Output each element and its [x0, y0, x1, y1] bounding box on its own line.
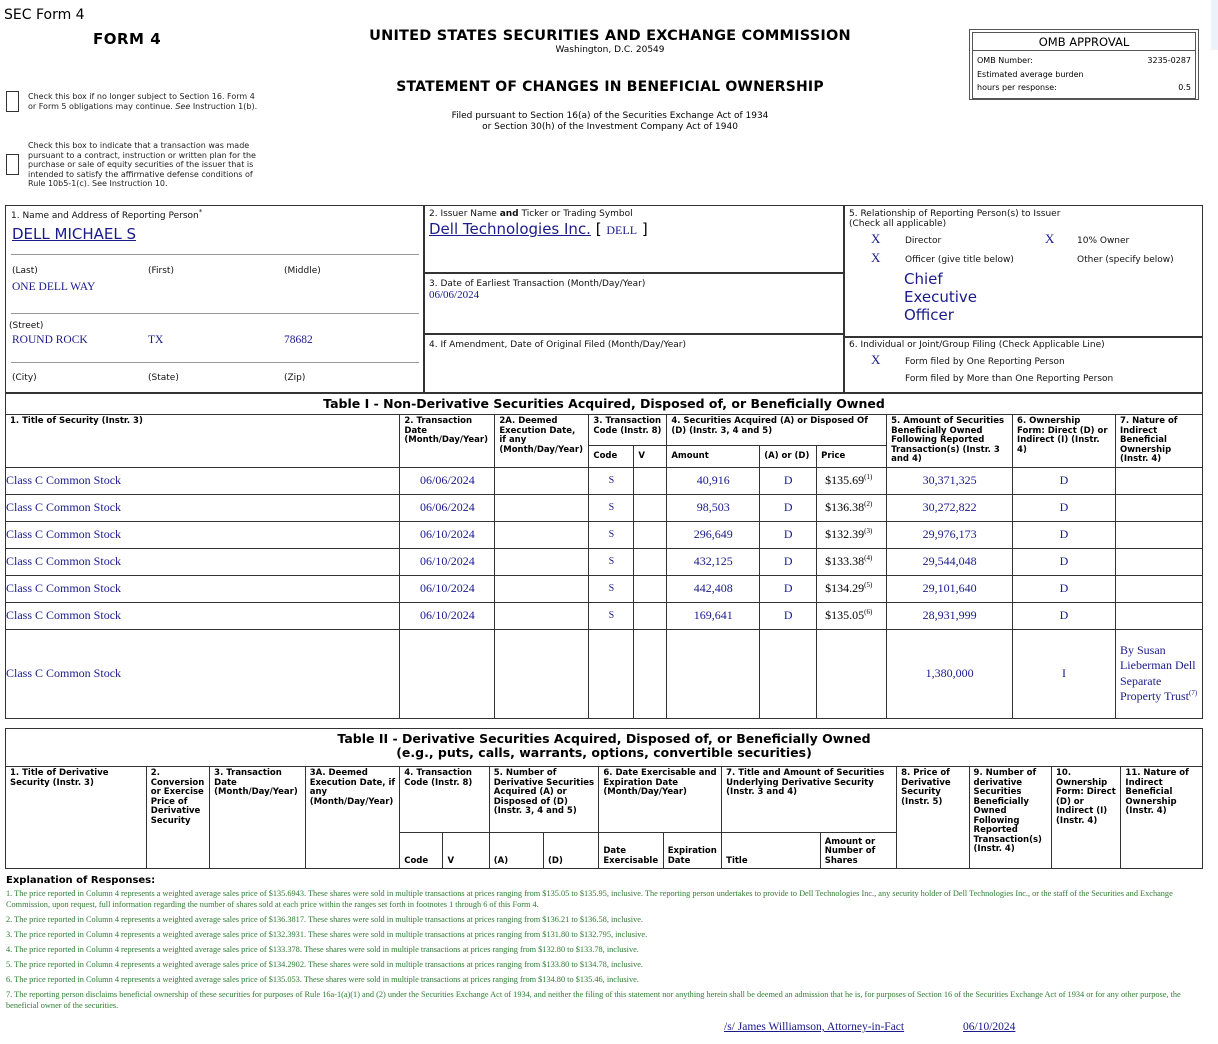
nature-indirect-ownership: By Susan Lieberman Dell Separate Property Trust$^{(7)}$: [1115, 629, 1202, 718]
col-ownership-form: 10. Ownership Form: Direct (D) or Indirect (I) (Instr. 4): [1052, 767, 1121, 869]
col-nature: 7. Nature of Indirect Beneficial Ownership (Instr. 4): [1115, 415, 1202, 468]
omb-number-value: 3235-0287: [1147, 56, 1191, 65]
no-longer-subject-checkbox[interactable]: [6, 91, 19, 112]
statement-title: STATEMENT OF CHANGES IN BENEFICIAL OWNERSHIP: [396, 79, 824, 95]
first-label: (First): [148, 266, 174, 276]
col-title: 1. Title of Security (Instr. 3): [6, 415, 400, 468]
col-transaction-date: 2. Transaction Date (Month/Day/Year): [400, 415, 495, 468]
signature-link[interactable]: /s/ James Williamson, Attorney-in-Fact: [724, 1021, 905, 1033]
omb-burden-label: Estimated average burden: [977, 69, 1084, 79]
omb-approval-box: [969, 29, 1199, 100]
sec-header: [355, 28, 865, 132]
document-title: SEC Form 4: [4, 7, 85, 23]
ten-pct-owner-label: 10% Owner: [1077, 236, 1130, 246]
issuer-name-link[interactable]: Dell Technologies Inc.: [429, 220, 591, 238]
col-d: (D): [544, 833, 599, 869]
state-value: TX: [148, 334, 164, 346]
omb-hours-label: hours per response:: [977, 83, 1057, 92]
omb-number-label: OMB Number:: [977, 56, 1033, 65]
table-row: Class C Common Stock 06/10/2024 S 432,125 D $133.38$^{(4)}$ 29,544,048 D: [6, 548, 1203, 575]
one-person-check[interactable]: X: [871, 352, 881, 367]
col-derivative-owned: 9. Number of derivative Securities Beneficially Owned Following Reported Transaction(s) (Instr. 4): [969, 767, 1051, 869]
col-derivative-title: 1. Title of Derivative Security (Instr. 3): [6, 767, 147, 869]
issuer-box: 2. Issuer Name and Ticker or Trading Symbol Dell Technologies Inc. [ DELL ]: [423, 205, 845, 274]
footnote-4: 4. The price reported in Column 4 represents a weighted average sales price of $133.378. These shares were sold in multiple transactions at prices ranging from $132.80 to $133.78, inclusive.: [6, 945, 639, 954]
footnote-6: 6. The price reported in Column 4 represents a weighted average sales price of $135.053. These shares were sold in multiple transactions at prices ranging from $134.80 to $135.46, inclusive.: [6, 975, 639, 984]
col-amount-owned: 5. Amount of Securities Beneficially Owned Following Reported Transaction(s) (Instr. 3 and 4): [887, 415, 1013, 468]
earliest-transaction-label: 3. Date of Earliest Transaction (Month/Day/Year): [429, 279, 646, 289]
amendment-box: [423, 333, 845, 393]
col-exercisable-expiration: 6. Date Exercisable and Expiration Date (Month/Day/Year): [599, 767, 722, 833]
director-check[interactable]: X: [871, 231, 881, 246]
col-code: Code: [400, 833, 443, 869]
col-securities-acquired: 4. Securities Acquired (A) or Disposed Of (D) (Instr. 3, 4 and 5): [667, 415, 887, 446]
rule-10b5-checkbox-row: [6, 141, 256, 189]
table-row: Class C Common Stock 06/06/2024 S 98,503 D $136.38$^{(2)}$ 30,272,822 D: [6, 494, 1203, 521]
agency-name: UNITED STATES SECURITIES AND EXCHANGE COMMISSION: [369, 28, 851, 44]
col-price: Price: [817, 446, 887, 467]
table-row: Class C Common Stock 06/10/2024 S 169,641 D $135.05$^{(6)}$ 28,931,999 D: [6, 602, 1203, 629]
officer-label: Officer (give title below): [905, 255, 1014, 265]
col-v: V: [634, 446, 667, 467]
table-row: Class C Common Stock 1,380,000 I By Susan Lieberman Dell Separate Property Trust$^{(7)}$: [6, 629, 1203, 718]
officer-check[interactable]: X: [871, 250, 881, 265]
table-row: Class C Common Stock 06/06/2024 S 40,916 D $135.69$^{(1)}$ 30,371,325 D: [6, 467, 1203, 494]
signature-date-link[interactable]: 06/10/2024: [963, 1021, 1016, 1033]
reporting-person-box: 1. Name and Address of Reporting Person* DELL MICHAEL S (Last) (First) (Middle) ONE DELL WAY (Street) ROUND ROCK TX 78682 (City) (State) (Zip): [5, 205, 425, 393]
col-a: (A): [489, 833, 543, 869]
col-deemed-date: 2A. Deemed Execution Date, if any (Month/Day/Year): [495, 415, 589, 468]
explanation-title: Explanation of Responses:: [6, 875, 156, 886]
agency-location: Washington, D.C. 20549: [555, 45, 665, 55]
table-derivative: [5, 728, 1203, 869]
col-transaction-code: 4. Transaction Code (Instr. 8): [400, 767, 490, 833]
omb-hours-value: 0.5: [1178, 83, 1191, 92]
scrollbar-track[interactable]: [1211, 0, 1218, 50]
col-derivative-price: 8. Price of Derivative Security (Instr. 5): [897, 767, 969, 869]
footnote-1: 1. The price reported in Column 4 represents a weighted average sales price of $135.6943. These shares were sold in multiple transactions at prices ranging from $135.05 to $135.95, inclusive. The reporting person undertakes to provide to Dell Technologies Inc., any security holder of Dell Technologies Inc., or the staff of the Securities and Exchange Commission, upon request, full information regarding the number of shares sold at each price within the ranges set forth in footnotes 1 through 6 of this Form 4.: [6, 889, 1173, 909]
relationship-label: 5. Relationship of Reporting Person(s) to Issuer: [849, 209, 1061, 219]
amendment-label: 4. If Amendment, Date of Original Filed (Month/Day/Year): [429, 340, 687, 350]
filing-type-label: 6. Individual or Joint/Group Filing (Check Applicable Line): [849, 340, 1105, 350]
table-non-derivative: [5, 393, 1203, 719]
footnote-3: 3. The price reported in Column 4 represents a weighted average sales price of $132.3931. These shares were sold in multiple transactions at prices ranging from $131.80 to $132.795, inclusive.: [6, 930, 648, 939]
relationship-box: 5. Relationship of Reporting Person(s) to Issuer (Check all applicable) X Director X 10% Owner X Officer (give title below) Other (specify below) Chief Executive Officer: [843, 205, 1203, 338]
footnote-2: 2. The price reported in Column 4 represents a weighted average sales price of $136.3817. These shares were sold in multiple transactions at prices ranging from $136.21 to $136.58, inclusive.: [6, 915, 644, 924]
col-a-or-d: (A) or (D): [760, 446, 817, 467]
table-row: Class C Common Stock 06/10/2024 S 442,408 D $134.29$^{(5)}$ 29,101,640 D: [6, 575, 1203, 602]
city-value: ROUND ROCK: [12, 334, 88, 346]
col-transaction-code: 3. Transaction Code (Instr. 8): [589, 415, 667, 446]
filed-pursuant: Filed pursuant to Section 16(a) of the Securities Exchange Act of 1934 or Section 30(h) of the Investment Company Act of 1940: [451, 111, 769, 132]
footnote-5: 5. The price reported in Column 4 represents a weighted average sales price of $134.2902. These shares were sold in multiple transactions at prices ranging from $133.80 to $134.78, inclusive.: [6, 960, 644, 969]
no-longer-subject-text: Check this box if no longer subject to Section 16. Form 4 or Form 5 obligations may continue. See Instruction 1(b).: [28, 92, 258, 111]
col-ownership-form: 6. Ownership Form: Direct (D) or Indirect (I) (Instr. 4): [1013, 415, 1116, 468]
earliest-transaction-value: 06/06/2024: [429, 289, 480, 301]
city-label: (City): [12, 373, 37, 383]
director-label: Director: [905, 236, 942, 246]
col-amount: Amount: [667, 446, 760, 467]
zip-label: (Zip): [284, 373, 306, 383]
footnote-7: 7. The reporting person disclaims beneficial ownership of these securities for purposes of Rule 16a-1(a)(1) and (2) under the Securities Exchange Act of 1934, and neither the filing of this statement nor anything herein shall be deemed an admission that he is, for purposes of Section 16 of the Securities Exchange Act of 1934 or for any other purpose, the beneficial owner of the securities.: [6, 990, 1181, 1010]
col-number-derivative: 5. Number of Derivative Securities Acquired (A) or Disposed of (D) (Instr. 3, 4 and 5): [489, 767, 599, 833]
ticker-symbol: DELL: [606, 223, 638, 237]
earliest-transaction-box: [423, 272, 845, 335]
col-code: Code: [589, 446, 634, 467]
ten-pct-owner-check[interactable]: X: [1045, 231, 1055, 246]
filing-type-box: [843, 336, 1203, 393]
col-nature: 11. Nature of Indirect Beneficial Ownership (Instr. 4): [1121, 767, 1203, 869]
reporting-person-name-link[interactable]: DELL MICHAEL S: [12, 225, 137, 243]
other-label: Other (specify below): [1077, 255, 1174, 265]
col-transaction-date: 3. Transaction Date (Month/Day/Year): [210, 767, 306, 869]
street-value: ONE DELL WAY: [12, 281, 96, 293]
col-underlying-title: Title: [722, 833, 821, 869]
street-label: (Street): [9, 321, 44, 331]
rule-10b5-text: Check this box to indicate that a transaction was made pursuant to a contract, instruction or written plan for the purchase or sale of equity securities of the issuer that is intended to satisfy the affirmative defense conditions of Rule 10b5-1(c). See Instruction 10.: [28, 141, 256, 188]
table2-caption: Table II - Derivative Securities Acquired, Disposed of, or Beneficially Owned: [337, 731, 871, 746]
table2-subcaption: (e.g., puts, calls, warrants, options, convertible securities): [396, 745, 812, 760]
explanation-of-responses: [6, 875, 1206, 1011]
middle-label: (Middle): [284, 266, 321, 276]
table1-caption: Table I - Non-Derivative Securities Acquired, Disposed of, or Beneficially Owned: [6, 394, 1203, 415]
omb-title: OMB APPROVAL: [972, 32, 1196, 51]
no-longer-subject-checkbox-row: [6, 91, 258, 112]
col-v: V: [443, 833, 489, 869]
col-deemed-date: 3A. Deemed Execution Date, if any (Month/Day/Year): [305, 767, 400, 869]
last-label: (Last): [12, 266, 38, 276]
col-date-exercisable: Date Exercisable: [599, 833, 663, 869]
form-label: FORM 4: [93, 30, 162, 48]
table-row: Class C Common Stock 06/10/2024 S 296,649 D $132.39$^{(3)}$ 29,976,173 D: [6, 521, 1203, 548]
zip-value: 78682: [284, 334, 313, 346]
col-conversion-price: 2. Conversion or Exercise Price of Derivative Security: [146, 767, 209, 869]
more-persons-label: Form filed by More than One Reporting Person: [905, 374, 1114, 384]
col-expiration-date: Expiration Date: [663, 833, 721, 869]
reporting-person-label: 1. Name and Address of Reporting Person: [11, 211, 199, 221]
col-underlying-amount: Amount or Number of Shares: [820, 833, 896, 869]
col-underlying: 7. Title and Amount of Securities Underlying Derivative Security (Instr. 3 and 4): [722, 767, 897, 833]
rule-10b5-checkbox[interactable]: [6, 154, 19, 175]
state-label: (State): [148, 373, 179, 383]
officer-title: Chief Executive Officer: [904, 270, 978, 324]
one-person-label: Form filed by One Reporting Person: [905, 357, 1065, 367]
